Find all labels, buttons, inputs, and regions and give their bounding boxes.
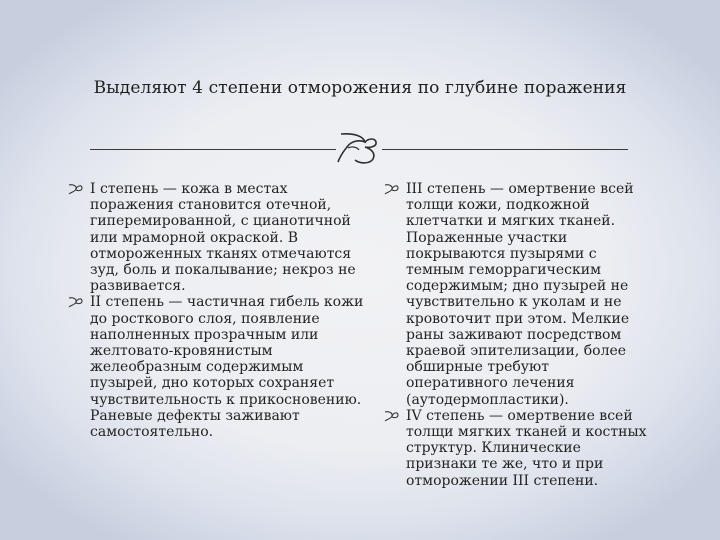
left-column [68, 181, 364, 440]
list-item [68, 181, 364, 294]
flourish-bullet-icon [384, 410, 399, 422]
divider-line-right [382, 149, 628, 150]
list-item [384, 408, 654, 489]
slide-title: Выделяют 4 степени отморожения по глубине поражения [93, 78, 627, 98]
divider-line-left [90, 149, 336, 150]
flourish-bullet-icon [68, 183, 83, 195]
degree-1-text: I степень — кожа в местах поражения становится отечной, гиперемированной, с цианотичной или мраморной окраской. В отмороженных тканях отмечаются зуд, боль и покалывание; некроз не развивается. [90, 181, 356, 295]
flourish-divider-icon [336, 130, 382, 166]
degree-2-text: II степень — частичная гибель кожи до росткового слоя, появление наполненных прозрачным или желтовато-кровянистым желеобразным содержимым пузырей, дно которых сохраняет чувствительность к прикосновению. Раневые дефекты заживают самостоятельно. [90, 294, 364, 441]
list-item [384, 181, 654, 408]
list-item [68, 294, 364, 440]
flourish-bullet-icon [384, 183, 399, 195]
degree-4-text: IV степень — омертвение всей толщи мягких тканей и костных структур. Клинические признаки те же, что и при отморожении III степени. [406, 407, 647, 489]
degree-3-text: III степень — омертвение всей толщи кожи, подкожной клетчатки и мягких тканей. Пораженные участки покрываются пузырями с темным геморрагическим содержимым; дно пузырей не чувствительно к уколам и не кровоточит при этом. Мелкие раны заживают посредством краевой эпителизации, более обширные требуют оперативного лечения (аутодермопластики). [406, 181, 634, 408]
right-column [384, 181, 654, 489]
flourish-bullet-icon [68, 296, 83, 308]
